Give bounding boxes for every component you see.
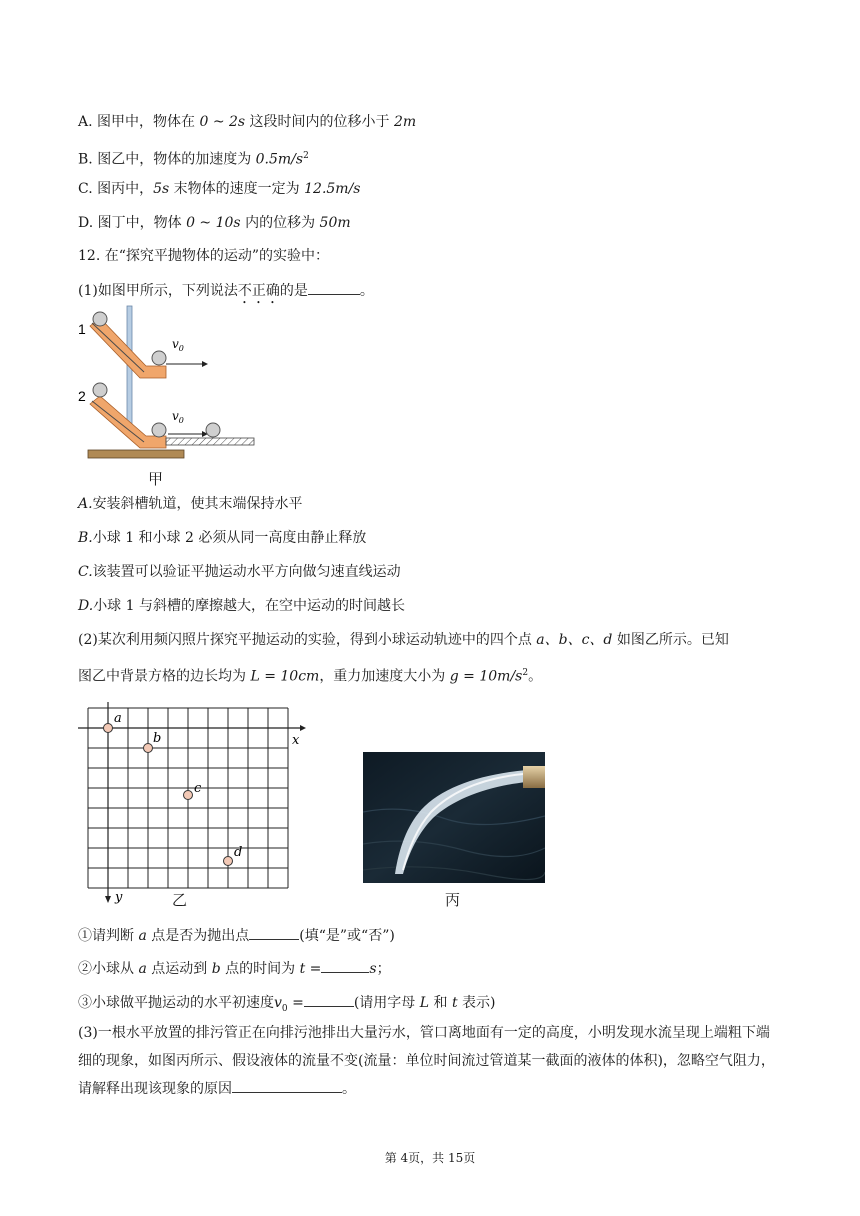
point-b [144,744,153,753]
drain-pipe [523,766,545,788]
q12-option-c: C.该装置可以验证平抛运动水平方向做匀速直线运动 [78,564,401,580]
v0-label-2: $v_0$ [172,409,184,425]
q12-part2-line1: (2)某次利用频闪照片探究平抛运动的实验，得到小球运动轨迹中的四个点 a、b、c、d 如图乙所示。已知 [78,632,729,648]
point-c-label: c [194,781,202,796]
q12-part3: (3)一根水平放置的排污管正在向排污池排出大量污水，管口离地面有一定的高度，小明发现水流呈现上端粗下端细的现象，如图丙所示、假设液体的流量不变(流量：单位时间流过管道某一截面的液体的体积)，忽略空气阻力，请解释出现该现象的原因 。 [78,1025,775,1097]
q12-sub3: ③小球做平抛运动的水平初速度$v_0$ = (请用字母 L 和 t 表示) [78,990,496,1020]
option-b: B. 图乙中，物体的加速度为 $0.5m/s^2$ [78,151,309,168]
figure-yi-caption: 乙 [172,891,188,909]
q12-option-a: A.安装斜槽轨道，使其末端保持水平 [78,496,303,512]
ball-on-plane [206,423,220,437]
answer-blank [308,278,360,295]
point-a-label: a [114,711,122,726]
chute-2-track [92,401,144,442]
ball-2-top [93,383,107,397]
question-12-part1: (1)如图甲所示，下列说法不正确的是 。 [78,278,374,307]
option-d: D. 图丁中，物体 0 ~ 10s 内的位移为 50m [78,215,351,231]
vertical-board [127,306,132,434]
page-footer: 第 4页，共 15页 [384,1151,476,1165]
q12-sub2: ②小球从 a 点运动到 b 点的时间为 t = s； [78,956,391,980]
figure-bing-caption: 丙 [445,891,461,909]
point-b-label: b [153,731,162,746]
answer-blank [304,990,354,1007]
point-d [224,857,233,866]
figure-bing-photo [363,752,545,883]
base-platform [88,450,184,458]
question-12-title: 12. 在“探究平抛物体的运动”的实验中： [78,248,330,264]
q12-option-d: D.小球 1 与斜槽的摩擦越大，在空中运动的时间越长 [78,598,405,614]
answer-blank [321,956,369,973]
point-c [184,791,193,800]
option-c: C. 图丙中，5s 末物体的速度一定为 12.5m/s [78,181,361,197]
ball-1-top [93,312,107,326]
point-a [104,724,113,733]
ball-1-end [152,351,166,365]
q12-option-b: B.小球 1 和小球 2 必须从同一高度由静止释放 [78,530,367,546]
figure-jia-caption: 甲 [148,470,164,488]
option-a: A. 图甲中，物体在 0 ~ 2s 这段时间内的位移小于 2m [78,114,417,130]
figure-yi-grid [78,700,308,908]
label-1: 1 [78,321,86,337]
answer-blank [232,1076,342,1093]
v0-label-1: $v_0$ [172,337,184,353]
figure-jia-apparatus [78,304,258,462]
chute-1-track [92,323,144,372]
answer-blank [249,923,299,940]
q12-part2-line2: 图乙中背景方格的边长均为 L = 10cm，重力加速度大小为 $g = 10m/s^2$。 [78,668,543,685]
x-axis-label: x [292,733,300,748]
y-axis-label: y [115,890,123,905]
ball-2-end [152,423,166,437]
horizontal-plane [166,438,254,445]
q12-sub1: ①请判断 a 点是否为抛出点 (填“是”或“否”) [78,923,395,947]
label-2: 2 [78,388,86,404]
point-d-label: d [234,845,243,860]
